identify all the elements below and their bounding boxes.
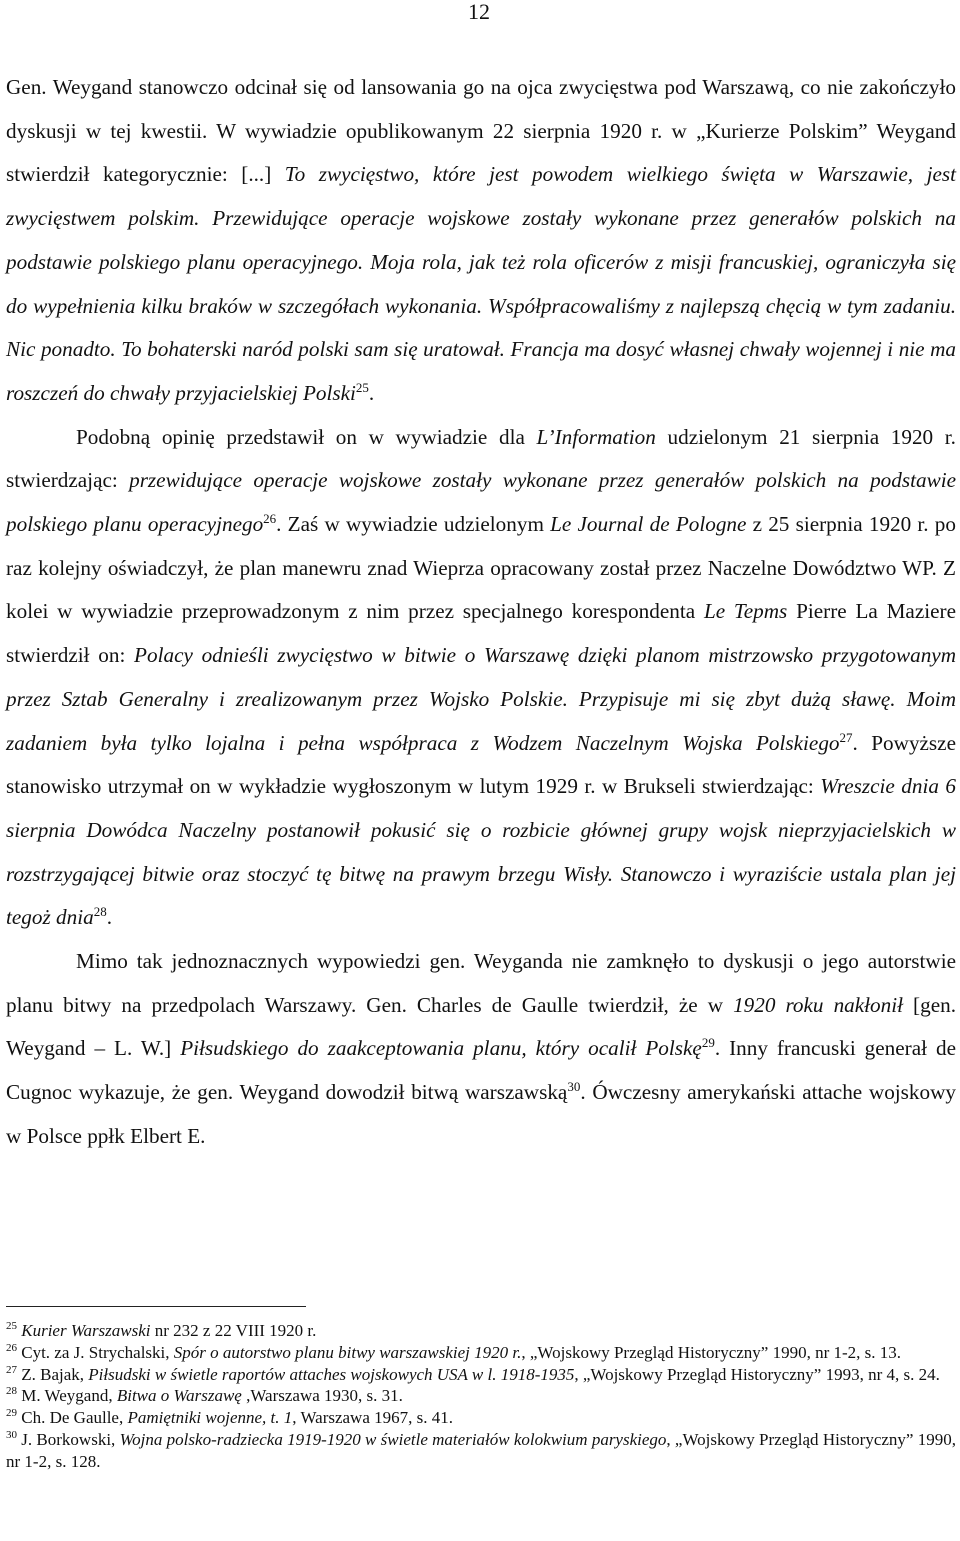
paragraph-1 — [6, 66, 956, 416]
footnote-title: Wojna polsko-radziecka 1919-1920 w świetle materiałów kolokwium paryskiego — [119, 1429, 667, 1449]
footnote — [6, 1429, 956, 1473]
quote-span: Polacy odnieśli zwycięstwo w bitwie o Warszawę dzięki planom mistrzowsko przygotowanym przez Sztab Generalny i zrealizowanym przez Wojsko Polskie. Przypisuje mi się zbyt dużą sławę. Moim zadaniem była tylko lojalna i pełna współpraca z Wodzem Naczelnym Wojska Polskiego — [6, 643, 956, 755]
paragraph-2 — [6, 416, 956, 940]
body-text — [6, 66, 956, 1159]
quote-span: To zwycięstwo, które jest powodem wielkiego święta w Warszawie, jest zwycięstwem polskim. Przewidujące operacje wojskowe zostały wykonane przez generałów polskich na podstawie polskiego planu operacyjnego. Moja rola, jak też rola oficerów z misji francuskiej, ograniczyła się do wypełnienia kilku braków w szczegółach wykonania. Współpracowaliśmy z najlepszą chęcią w tym zadaniu. Nic ponadto. To bohaterski naród polski sam się uratował. Francja ma dosyć własnej chwały wojennej i nie ma roszczeń do chwały przyjacielskiej Polski — [6, 162, 956, 405]
footnote-text: , Warszawa 1967, s. 41. — [292, 1408, 453, 1428]
text-span: . Ówczesny amerykański attache wojskowy w Polsce ppłk Elbert E. — [6, 1080, 957, 1148]
footnotes — [6, 1320, 956, 1473]
footnote-ref: 29 — [701, 1035, 715, 1051]
text-span: . Zaś w wywiadzie udzielonym — [276, 512, 551, 537]
footnote-ref: 26 — [263, 511, 277, 527]
footnote-title: Spór o autorstwo planu bitwy warszawskiej 1920 r. — [173, 1342, 522, 1362]
footnote-number: 28 — [6, 1385, 17, 1398]
text-span: Mimo tak jednoznacznych wypowiedzi gen. Weyganda nie zamknęło to dyskusji o jego autorstwie planu bitwy na przedpolach Warszawy. Gen. Charles de Gaulle twierdził, że w — [6, 949, 956, 1017]
footnote — [6, 1342, 956, 1364]
quote-span: przewidujące operacje wojskowe zostały wykonane przez generałów polskich na podstawie polskiego planu operacyjnego — [6, 468, 956, 537]
text-span: . Powyższe stanowisko utrzymał on w wykładzie wygłoszonym w lutym 1929 r. w Brukseli stwierdzając: — [6, 730, 956, 799]
footnote-text: , „Wojskowy Przegląd Historyczny” 1993, nr 4, s. 24. — [574, 1364, 940, 1384]
title-span: Le Journal de Pologne — [550, 512, 747, 537]
footnote — [6, 1385, 956, 1407]
footnote-number: 30 — [6, 1428, 17, 1441]
footnote-ref: 30 — [567, 1079, 581, 1095]
page-number: 12 — [468, 0, 490, 24]
text-span: Gen. Weygand stanowczo odcinał się od lansowania go na ojca zwycięstwa pod Warszawą, co nie zakończyło dyskusji w tej kwestii. W wywiadzie opublikowanym 22 sierpnia 1920 r. w „Kurierze Polskim” Weygand stwierdził kategorycznie: [...] — [6, 75, 956, 187]
footnote-title: Piłsudski w świetle raportów attaches wojskowych USA w l. 1918-1935 — [88, 1364, 575, 1384]
title-span: L’Information — [536, 424, 656, 449]
footnote-text: M. Weygand, — [21, 1386, 117, 1406]
quote-span: 1920 roku nakłonił — [733, 992, 904, 1017]
paragraph-3 — [6, 940, 956, 1159]
footnote-separator — [6, 1306, 306, 1307]
text-span: . — [368, 380, 375, 405]
footnote-text: , „Wojskowy Przegląd Historyczny” 1990, nr 1-2, s. 13. — [521, 1342, 902, 1362]
footnote-title: Kurier Warszawski — [21, 1321, 151, 1340]
text-span: Podobną opinię przedstawił on w wywiadzie dla — [76, 424, 537, 449]
footnote-text: Cyt. za J. Strychalski, — [21, 1342, 174, 1362]
text-span: . Inny francuski generał de Cugnoc wykazuje, że gen. Weygand dowodził bitwą warszawską — [6, 1036, 956, 1105]
footnote-ref: 25 — [355, 379, 369, 395]
footnote-ref: 28 — [93, 904, 107, 920]
text-span: Pierre La Maziere stwierdził on: — [6, 599, 956, 668]
text-span: . — [106, 905, 112, 930]
quote-span: Wreszcie dnia 6 sierpnia Dowódca Naczelny postanowił pokusić się o rozbicie głównej grupy wojsk nieprzyjacielskich w rozstrzygającej bitwie oraz stoczyć tę bitwę na prawym brzegu Wisły. Stanowczo i wyraziście ustala plan jej tegoż dnia — [6, 774, 956, 930]
quote-span: Piłsudskiego do zaakceptowania planu, który ocalił Polskę — [180, 1036, 702, 1061]
footnote-number: 27 — [6, 1363, 17, 1376]
footnote-text: nr 232 z 22 VIII 1920 r. — [150, 1321, 317, 1340]
footnote-title: Bitwa o Warszawę — [116, 1386, 242, 1406]
footnote-text: Ch. De Gaulle, — [21, 1408, 128, 1428]
footnote-text: Z. Bajak, — [21, 1364, 89, 1384]
footnote-number: 26 — [6, 1341, 17, 1354]
footnote-text: ,Warszawa 1930, s. 31. — [241, 1386, 403, 1406]
footnote-ref: 27 — [839, 729, 853, 745]
text-span: z 25 sierpnia 1920 r. po raz kolejny oświadczył, że plan manewru znad Wieprza opracowany został przez Naczelne Dowództwo WP. Z kolei w wywiadzie przeprowadzonym z nim przez specjalnego korespondenta — [6, 512, 956, 624]
footnote-text: , „Wojskowy Przegląd Historyczny” 1990, nr 1-2, s. 128. — [6, 1429, 956, 1471]
footnote-number: 25 — [6, 1320, 17, 1332]
text-span: udzielonym 21 sierpnia 1920 r. stwierdzając: — [6, 424, 956, 493]
footnote — [6, 1320, 956, 1342]
footnote-number: 29 — [6, 1407, 17, 1420]
footnote-title: Pamiętniki wojenne, t. 1 — [127, 1408, 293, 1428]
text-span: [gen. Weygand – L. W.] — [6, 992, 956, 1061]
title-span: Le Tepms — [703, 599, 788, 624]
footnote — [6, 1364, 956, 1386]
footnote-text: J. Borkowski, — [21, 1429, 120, 1449]
footnote — [6, 1407, 956, 1429]
